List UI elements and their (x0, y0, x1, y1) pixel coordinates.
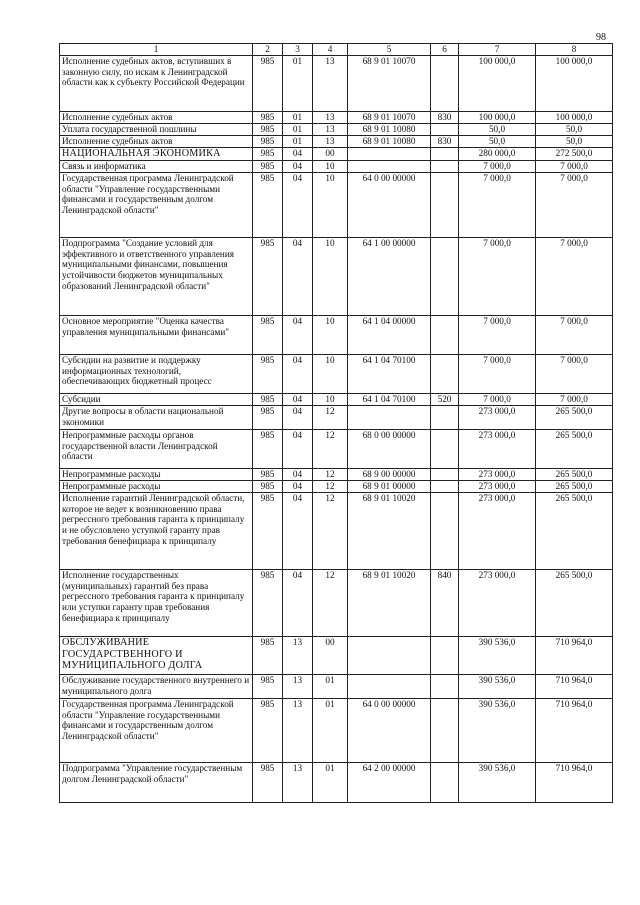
row-section: 04 (283, 468, 313, 480)
row-name: Исполнение гарантий Ленинградской области, которое не ведет к возникновению права регрессного требования гаранта к принципалу и не обусловлено уступкой гаранту прав требования бенефициара к принципалу (60, 492, 253, 569)
row-grbs: 985 (253, 124, 283, 136)
column-header: 2 (253, 44, 283, 56)
row-target-article: 68 0 00 00000 (348, 429, 431, 468)
row-name: НАЦИОНАЛЬНАЯ ЭКОНОМИКА (60, 148, 253, 161)
row-grbs: 985 (253, 569, 283, 636)
row-amount-1: 273 000,0 (459, 468, 536, 480)
row-expense-type (431, 762, 459, 802)
row-amount-2: 710 964,0 (536, 636, 613, 674)
row-section: 13 (283, 762, 313, 802)
row-amount-2: 710 964,0 (536, 674, 613, 698)
row-subsection: 13 (313, 124, 348, 136)
row-expense-type (431, 492, 459, 569)
table-row (60, 56, 613, 112)
row-amount-1: 390 536,0 (459, 674, 536, 698)
row-name: Подпрограмма "Создание условий для эффективного и ответственного управления муниципальными финансами, повышения устойчивости бюджетов муниципальных образований Ленинградской области" (60, 237, 253, 315)
row-subsection: 12 (313, 480, 348, 492)
row-amount-1: 390 536,0 (459, 698, 536, 762)
row-grbs: 985 (253, 136, 283, 148)
row-section: 13 (283, 698, 313, 762)
row-grbs: 985 (253, 468, 283, 480)
row-subsection: 10 (313, 393, 348, 405)
row-amount-1: 7 000,0 (459, 315, 536, 354)
row-subsection: 12 (313, 429, 348, 468)
row-name: Непрограммные расходы (60, 480, 253, 492)
row-section: 04 (283, 405, 313, 429)
row-target-article (348, 405, 431, 429)
row-target-article: 64 1 00 00000 (348, 237, 431, 315)
row-amount-2: 710 964,0 (536, 698, 613, 762)
column-header: 5 (348, 44, 431, 56)
row-target-article: 68 9 01 10020 (348, 492, 431, 569)
table-row (60, 468, 613, 480)
row-subsection: 12 (313, 492, 348, 569)
row-section: 04 (283, 315, 313, 354)
row-amount-2: 7 000,0 (536, 160, 613, 172)
row-subsection: 10 (313, 160, 348, 172)
row-name: Непрограммные расходы органов государственной власти Ленинградской области (60, 429, 253, 468)
row-subsection: 10 (313, 354, 348, 393)
row-section: 13 (283, 636, 313, 674)
page-number: 98 (596, 32, 606, 43)
row-name: Уплата государственной пошлины (60, 124, 253, 136)
row-amount-2: 265 500,0 (536, 569, 613, 636)
table-row (60, 148, 613, 161)
row-target-article: 64 1 04 70100 (348, 354, 431, 393)
row-subsection: 12 (313, 468, 348, 480)
row-section: 13 (283, 674, 313, 698)
row-target-article (348, 148, 431, 161)
table-row (60, 136, 613, 148)
row-expense-type (431, 160, 459, 172)
row-section: 01 (283, 112, 313, 124)
row-grbs: 985 (253, 405, 283, 429)
row-section: 01 (283, 124, 313, 136)
column-header: 3 (283, 44, 313, 56)
row-grbs: 985 (253, 480, 283, 492)
row-grbs: 985 (253, 698, 283, 762)
row-section: 04 (283, 569, 313, 636)
row-amount-1: 7 000,0 (459, 237, 536, 315)
row-grbs: 985 (253, 112, 283, 124)
row-subsection: 13 (313, 136, 348, 148)
row-amount-2: 50,0 (536, 124, 613, 136)
row-expense-type (431, 480, 459, 492)
row-amount-1: 50,0 (459, 136, 536, 148)
row-expense-type: 520 (431, 393, 459, 405)
row-amount-1: 100 000,0 (459, 56, 536, 112)
row-amount-2: 265 500,0 (536, 405, 613, 429)
row-amount-2: 710 964,0 (536, 762, 613, 802)
row-name: ОБСЛУЖИВАНИЕ ГОСУДАРСТВЕННОГО И МУНИЦИПАЛЬНОГО ДОЛГА (60, 636, 253, 674)
row-grbs: 985 (253, 160, 283, 172)
table-header-row (60, 44, 613, 56)
row-amount-1: 280 000,0 (459, 148, 536, 161)
table-row (60, 393, 613, 405)
row-section: 04 (283, 354, 313, 393)
row-grbs: 985 (253, 492, 283, 569)
table-row (60, 698, 613, 762)
row-subsection: 10 (313, 237, 348, 315)
table-row (60, 636, 613, 674)
row-expense-type (431, 674, 459, 698)
row-subsection: 01 (313, 762, 348, 802)
row-grbs: 985 (253, 354, 283, 393)
row-amount-2: 272 500,0 (536, 148, 613, 161)
row-grbs: 985 (253, 148, 283, 161)
row-subsection: 13 (313, 56, 348, 112)
row-subsection: 00 (313, 636, 348, 674)
row-target-article (348, 636, 431, 674)
row-amount-2: 7 000,0 (536, 315, 613, 354)
table-row (60, 112, 613, 124)
table-row (60, 405, 613, 429)
row-name: Другие вопросы в области национальной экономики (60, 405, 253, 429)
row-target-article: 68 9 01 10070 (348, 56, 431, 112)
row-section: 04 (283, 172, 313, 237)
row-expense-type (431, 148, 459, 161)
row-target-article: 68 9 01 10020 (348, 569, 431, 636)
row-amount-1: 273 000,0 (459, 492, 536, 569)
column-header: 6 (431, 44, 459, 56)
row-amount-1: 390 536,0 (459, 762, 536, 802)
row-subsection: 00 (313, 148, 348, 161)
row-section: 04 (283, 429, 313, 468)
row-subsection: 12 (313, 569, 348, 636)
row-expense-type (431, 405, 459, 429)
row-name: Непрограммные расходы (60, 468, 253, 480)
row-expense-type: 830 (431, 136, 459, 148)
row-amount-2: 50,0 (536, 136, 613, 148)
row-target-article: 68 9 01 10080 (348, 124, 431, 136)
row-grbs: 985 (253, 56, 283, 112)
row-subsection: 01 (313, 698, 348, 762)
row-expense-type (431, 315, 459, 354)
row-name: Субсидии на развитие и поддержку информационных технологий, обеспечивающих бюджетный процесс (60, 354, 253, 393)
row-target-article: 64 1 04 70100 (348, 393, 431, 405)
row-amount-1: 273 000,0 (459, 405, 536, 429)
row-name: Государственная программа Ленинградской области "Управление государственными финансами и государственным долгом Ленинградской области" (60, 172, 253, 237)
row-grbs: 985 (253, 315, 283, 354)
row-grbs: 985 (253, 172, 283, 237)
row-expense-type (431, 124, 459, 136)
row-amount-2: 100 000,0 (536, 112, 613, 124)
row-amount-2: 7 000,0 (536, 354, 613, 393)
column-header: 1 (60, 44, 253, 56)
row-amount-2: 265 500,0 (536, 468, 613, 480)
row-amount-1: 7 000,0 (459, 354, 536, 393)
row-name: Обслуживание государственного внутреннего и муниципального долга (60, 674, 253, 698)
table-row (60, 172, 613, 237)
row-subsection: 10 (313, 315, 348, 354)
table-row (60, 160, 613, 172)
row-section: 04 (283, 237, 313, 315)
row-expense-type (431, 429, 459, 468)
row-amount-2: 7 000,0 (536, 237, 613, 315)
row-amount-1: 100 000,0 (459, 112, 536, 124)
row-grbs: 985 (253, 393, 283, 405)
row-amount-1: 7 000,0 (459, 393, 536, 405)
row-expense-type (431, 237, 459, 315)
row-grbs: 985 (253, 762, 283, 802)
row-amount-1: 273 000,0 (459, 569, 536, 636)
row-subsection: 13 (313, 112, 348, 124)
row-amount-1: 7 000,0 (459, 160, 536, 172)
row-target-article: 68 9 01 10080 (348, 136, 431, 148)
table-row (60, 674, 613, 698)
row-target-article: 64 2 00 00000 (348, 762, 431, 802)
row-target-article: 68 9 00 00000 (348, 468, 431, 480)
row-name: Исполнение государственных (муниципальных) гарантий без права регрессного требования гаранта к принципалу или уступки гаранту прав требования бенефициара к принципалу (60, 569, 253, 636)
row-name: Государственная программа Ленинградской области "Управление государственными финансами и государственным долгом Ленинградской области" (60, 698, 253, 762)
row-subsection: 12 (313, 405, 348, 429)
row-amount-2: 100 000,0 (536, 56, 613, 112)
column-header: 7 (459, 44, 536, 56)
row-expense-type (431, 56, 459, 112)
table-row (60, 762, 613, 802)
row-grbs: 985 (253, 636, 283, 674)
row-name: Подпрограмма "Управление государственным долгом Ленинградской области" (60, 762, 253, 802)
row-amount-2: 265 500,0 (536, 480, 613, 492)
row-name: Связь и информатика (60, 160, 253, 172)
row-name: Основное мероприятие "Оценка качества управления муниципальными финансами" (60, 315, 253, 354)
table-row (60, 492, 613, 569)
row-target-article (348, 674, 431, 698)
row-expense-type (431, 172, 459, 237)
row-expense-type (431, 468, 459, 480)
row-section: 01 (283, 56, 313, 112)
row-expense-type: 840 (431, 569, 459, 636)
row-amount-2: 265 500,0 (536, 429, 613, 468)
row-expense-type (431, 354, 459, 393)
row-amount-2: 265 500,0 (536, 492, 613, 569)
column-header: 4 (313, 44, 348, 56)
row-expense-type (431, 636, 459, 674)
table-row (60, 124, 613, 136)
row-section: 04 (283, 480, 313, 492)
row-grbs: 985 (253, 429, 283, 468)
row-expense-type: 830 (431, 112, 459, 124)
row-amount-1: 273 000,0 (459, 429, 536, 468)
row-target-article: 64 0 00 00000 (348, 172, 431, 237)
row-target-article: 68 9 01 10070 (348, 112, 431, 124)
row-grbs: 985 (253, 674, 283, 698)
row-target-article: 64 1 04 00000 (348, 315, 431, 354)
row-section: 01 (283, 136, 313, 148)
row-amount-1: 390 536,0 (459, 636, 536, 674)
row-section: 04 (283, 148, 313, 161)
row-name: Субсидии (60, 393, 253, 405)
row-amount-1: 50,0 (459, 124, 536, 136)
table-row (60, 354, 613, 393)
table-row (60, 480, 613, 492)
row-expense-type (431, 698, 459, 762)
row-target-article (348, 160, 431, 172)
row-amount-2: 7 000,0 (536, 393, 613, 405)
row-amount-1: 273 000,0 (459, 480, 536, 492)
row-section: 04 (283, 160, 313, 172)
budget-table (59, 43, 613, 803)
row-section: 04 (283, 492, 313, 569)
row-amount-1: 7 000,0 (459, 172, 536, 237)
table-row (60, 315, 613, 354)
row-amount-2: 7 000,0 (536, 172, 613, 237)
row-target-article: 64 0 00 00000 (348, 698, 431, 762)
row-section: 04 (283, 393, 313, 405)
row-target-article: 68 9 01 00000 (348, 480, 431, 492)
row-name: Исполнение судебных актов (60, 112, 253, 124)
table-row (60, 237, 613, 315)
row-subsection: 10 (313, 172, 348, 237)
table-row (60, 429, 613, 468)
row-subsection: 01 (313, 674, 348, 698)
row-name: Исполнение судебных актов (60, 136, 253, 148)
row-grbs: 985 (253, 237, 283, 315)
table-row (60, 569, 613, 636)
column-header: 8 (536, 44, 613, 56)
row-name: Исполнение судебных актов, вступивших в законную силу, по искам к Ленинградской области как к субъекту Российской Федерации (60, 56, 253, 112)
